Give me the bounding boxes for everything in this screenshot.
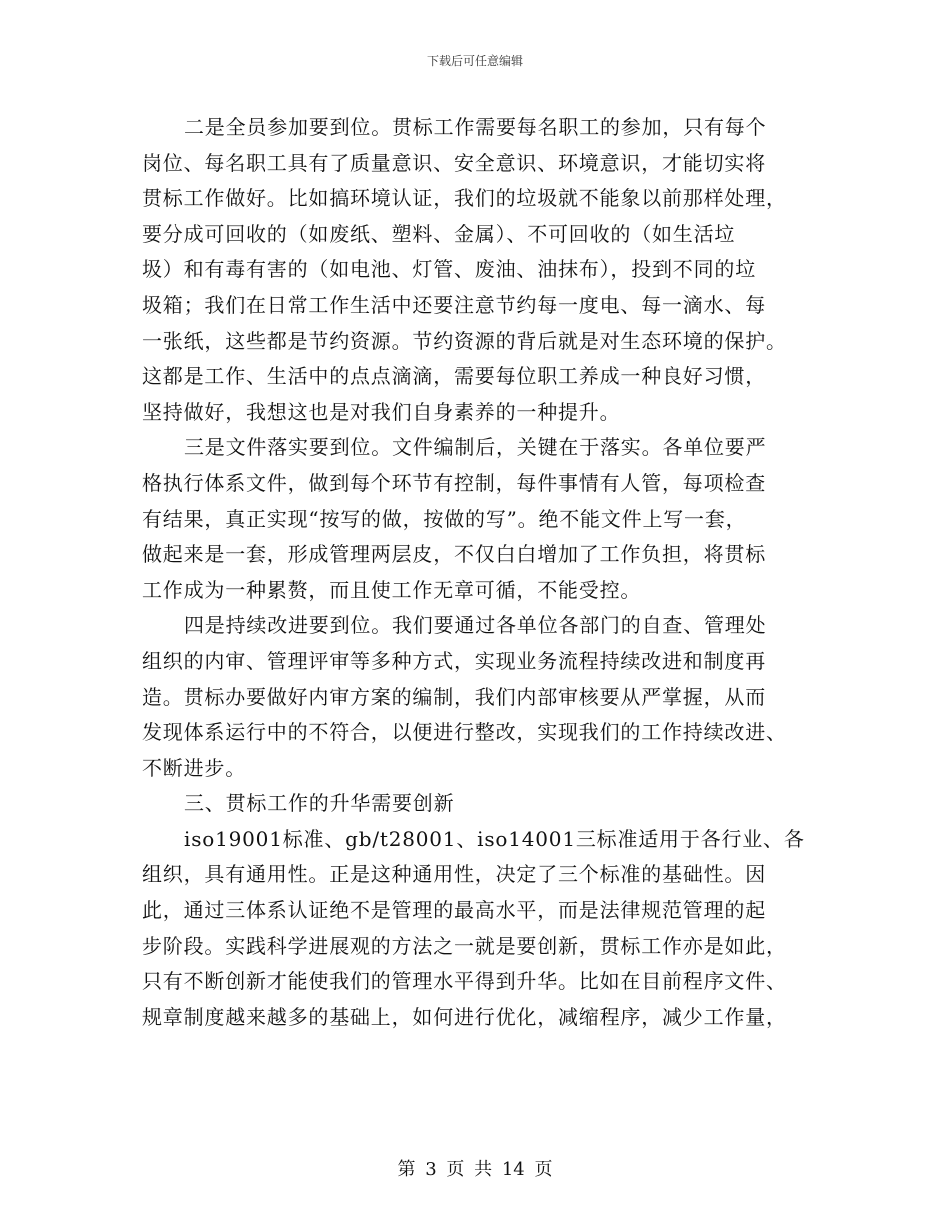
- page-number: 第 3 页 共 14 页: [397, 1159, 553, 1180]
- text-line: 坚持做好，我想这也是对我们自身素养的一种提升。: [142, 399, 621, 424]
- text-line: 岗位、每名职工具有了质量意识、安全意识、环境意识，才能切实将: [142, 150, 766, 175]
- text-line: 组织的内审、管理评审等多种方式，实现业务流程持续改进和制度再: [142, 648, 766, 673]
- text-line: 规章制度越来越多的基础上，如何进行优化，减缩程序，减少工作量，: [142, 1004, 787, 1029]
- page-header: 下载后可任意编辑: [426, 54, 523, 68]
- text-line: 圾箱；我们在日常工作生活中还要注意节约每一度电、每一滴水、每: [142, 292, 766, 317]
- text-line: 工作成为一种累赘，而且使工作无章可循，不能受控。: [142, 577, 642, 602]
- text-line: 这都是工作、生活中的点点滴滴，需要每位职工养成一种良好习惯，: [142, 364, 766, 389]
- text-line: 一张纸，这些都是节约资源。节约资源的背后就是对生态环境的保护。: [142, 328, 787, 353]
- text-line: 有结果，真正实现“按写的做，按做的写”。绝不能文件上写一套，: [142, 506, 747, 531]
- text-line: 圾）和有毒有害的（如电池、灯管、废油、油抹布），投到不同的垃: [142, 257, 756, 282]
- text-line: 二是全员参加要到位。贯标工作需要每名职工的参加，只有每个: [184, 115, 767, 139]
- text-line: 造。贯标办要做好内审方案的编制，我们内部审核要从严掌握，从而: [142, 684, 766, 709]
- text-line: 此，通过三体系认证绝不是管理的最高水平，而是法律规范管理的起: [142, 898, 766, 923]
- document-body: [142, 110, 808, 1035]
- text-line: 不断进步。: [142, 755, 246, 780]
- text-line: 格执行体系文件，做到每个环节有控制，每件事情有人管，每项检查: [142, 470, 766, 495]
- text-line: 步阶段。实践科学进展观的方法之一就是要创新，贯标工作亦是如此，: [142, 933, 787, 958]
- text-line: 只有不断创新才能使我们的管理水平得到升华。比如在目前程序文件、: [142, 969, 787, 994]
- text-line: 要分成可回收的（如废纸、塑料、金属）、不可回收的（如生活垃: [142, 221, 736, 246]
- section-heading: 三、贯标工作的升华需要创新: [184, 791, 455, 816]
- text-line: 发现体系运行中的不符合，以便进行整改，实现我们的工作持续改进、: [142, 720, 787, 745]
- text-line: 四是持续改进要到位。我们要通过各单位各部门的自查、管理处: [184, 613, 767, 638]
- text-line: 贯标工作做好。比如搞环境认证，我们的垃圾就不能象以前那样处理，: [142, 186, 787, 211]
- text-line: iso19001标准、gb/t28001、iso14001三标准适用于各行业、各: [184, 826, 805, 851]
- text-line: 做起来是一套，形成管理两层皮，不仅白白增加了工作负担，将贯标: [142, 542, 766, 567]
- text-line: 三是文件落实要到位。文件编制后，关键在于落实。各单位要严: [184, 435, 767, 460]
- text-line: 组织，具有通用性。正是这种通用性，决定了三个标准的基础性。因: [142, 862, 766, 887]
